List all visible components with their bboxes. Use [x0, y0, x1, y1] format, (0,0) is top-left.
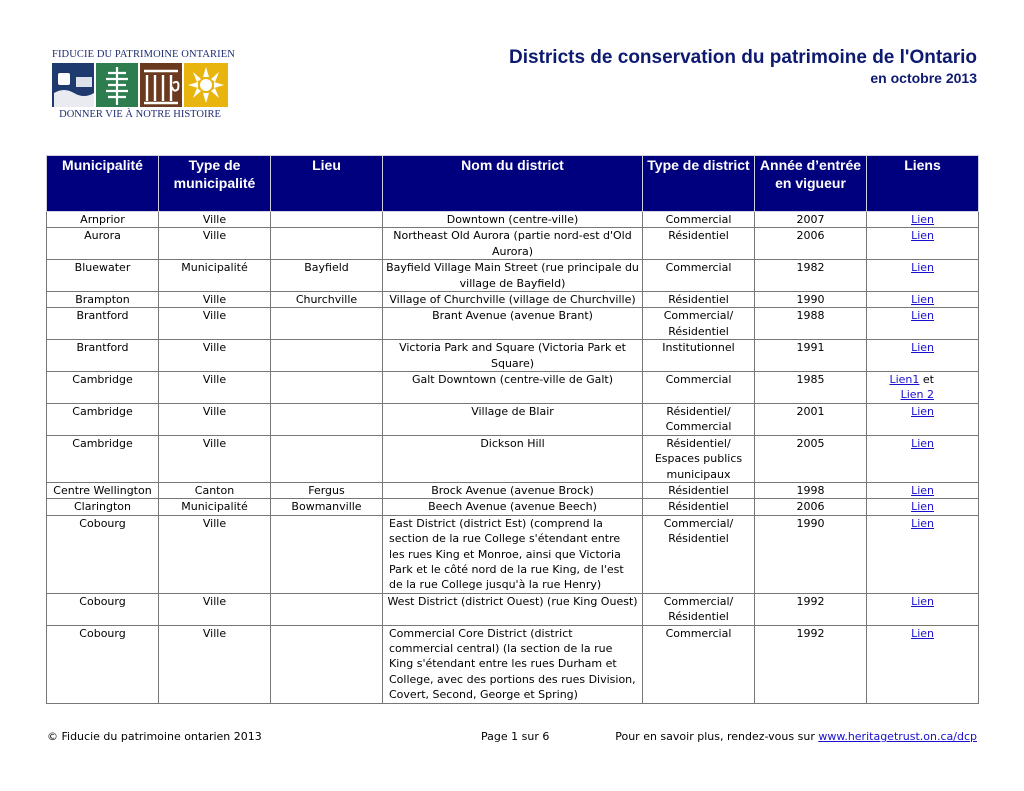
- cell-municipality-type: Ville: [159, 515, 271, 593]
- heritage-districts-table: [46, 155, 979, 704]
- cell-links: [867, 292, 979, 308]
- cell-municipality-type: Ville: [159, 228, 271, 260]
- cell-year: 2006: [755, 228, 867, 260]
- cell-year: 1990: [755, 515, 867, 593]
- cell-district-name: Village of Churchville (village de Churchville): [383, 292, 643, 308]
- cell-links: [867, 482, 979, 498]
- cell-year: 1992: [755, 625, 867, 703]
- header-place: Lieu: [271, 156, 383, 212]
- header-year: Année d’entrée en vigueur: [755, 156, 867, 212]
- organization-logo: [52, 49, 235, 120]
- table-row: [47, 515, 979, 593]
- cell-year: 1990: [755, 292, 867, 308]
- cell-place: [271, 212, 383, 228]
- table-row: [47, 212, 979, 228]
- cell-place: [271, 593, 383, 625]
- district-link[interactable]: Lien: [911, 594, 934, 608]
- district-link[interactable]: Lien: [911, 436, 934, 450]
- cell-district-name: Dickson Hill: [383, 435, 643, 482]
- table-body: [47, 212, 979, 704]
- cell-municipality: Arnprior: [47, 212, 159, 228]
- cell-place: Bayfield: [271, 260, 383, 292]
- cell-municipality-type: Ville: [159, 403, 271, 435]
- table-row: [47, 403, 979, 435]
- footer-page-number: Page 1 sur 6: [481, 730, 550, 743]
- cell-municipality: Cambridge: [47, 372, 159, 404]
- cell-municipality-type: Ville: [159, 212, 271, 228]
- logo-emblem-icon: [52, 63, 228, 107]
- district-link[interactable]: Lien: [911, 261, 934, 275]
- cell-place: [271, 625, 383, 703]
- cell-municipality: Cambridge: [47, 435, 159, 482]
- page-title-main: Districts de conservation du patrimoine de l'Ontario: [509, 47, 977, 68]
- table-row: [47, 260, 979, 292]
- cell-district-name: Beech Avenue (avenue Beech): [383, 499, 643, 515]
- header-district-name: Nom du district: [383, 156, 643, 212]
- cell-links: [867, 625, 979, 703]
- cell-district-type: Commercial: [643, 212, 755, 228]
- district-link[interactable]: Lien: [911, 213, 934, 226]
- cell-municipality: Bluewater: [47, 260, 159, 292]
- table-row: [47, 499, 979, 515]
- cell-links: [867, 372, 979, 404]
- cell-place: [271, 372, 383, 404]
- cell-district-name: Commercial Core District (district commercial central) (la section de la rue King s'étendant entre les rues Durham et College, avec des portions des rues Division, Covert, Second, George et Spring): [383, 625, 643, 703]
- cell-links: [867, 435, 979, 482]
- cell-district-name: Brock Avenue (avenue Brock): [383, 482, 643, 498]
- cell-place: [271, 515, 383, 593]
- cell-links: [867, 212, 979, 228]
- header-municipality-type: Type de municipalité: [159, 156, 271, 212]
- cell-district-name: Downtown (centre-ville): [383, 212, 643, 228]
- cell-district-type: Commercial/ Résidentiel: [643, 515, 755, 593]
- table-header-row: [47, 156, 979, 212]
- district-link[interactable]: Lien: [911, 341, 934, 355]
- table-row: [47, 340, 979, 372]
- cell-district-type: Institutionnel: [643, 340, 755, 372]
- cell-district-type: Résidentiel/ Commercial: [643, 403, 755, 435]
- header-links: Liens: [867, 156, 979, 212]
- table-row: [47, 228, 979, 260]
- logo-tagline: DONNER VIE À NOTRE HISTOIRE: [59, 109, 221, 120]
- table-row: [47, 482, 979, 498]
- cell-municipality: Aurora: [47, 228, 159, 260]
- cell-district-name: West District (district Ouest) (rue King Ouest): [383, 593, 643, 625]
- cell-year: 1992: [755, 593, 867, 625]
- cell-district-name: Bayfield Village Main Street (rue principale du village de Bayfield): [383, 260, 643, 292]
- district-link[interactable]: Lien: [911, 483, 934, 497]
- cell-district-name: East District (district Est) (comprend la section de la rue College s'étendant entre les rues King et Monroe, ainsi que Victoria Park et le côté nord de la rue King, de l'est de la rue College jusqu'à la rue Henry): [383, 515, 643, 593]
- cell-district-name: Northeast Old Aurora (partie nord-est d'Old Aurora): [383, 228, 643, 260]
- cell-links: [867, 403, 979, 435]
- footer-more-info-text: Pour en savoir plus, rendez-vous sur: [615, 730, 819, 743]
- district-link[interactable]: Lien 2: [900, 388, 934, 402]
- cell-municipality: Centre Wellington: [47, 482, 159, 498]
- cell-municipality: Brantford: [47, 340, 159, 372]
- cell-place: [271, 340, 383, 372]
- table-row: [47, 292, 979, 308]
- cell-year: 1991: [755, 340, 867, 372]
- cell-district-type: Résidentiel: [643, 228, 755, 260]
- cell-place: [271, 228, 383, 260]
- cell-district-name: Galt Downtown (centre-ville de Galt): [383, 372, 643, 404]
- cell-district-type: Commercial: [643, 625, 755, 703]
- table-row: [47, 593, 979, 625]
- cell-links: [867, 593, 979, 625]
- cell-municipality: Cobourg: [47, 593, 159, 625]
- district-link[interactable]: Lien: [911, 500, 934, 514]
- table-row: [47, 625, 979, 703]
- cell-district-type: Résidentiel: [643, 482, 755, 498]
- cell-year: 2001: [755, 403, 867, 435]
- footer-website-link[interactable]: www.heritagetrust.on.ca/dcp: [818, 730, 977, 743]
- cell-year: 2007: [755, 212, 867, 228]
- district-link[interactable]: Lien: [911, 293, 934, 307]
- table-row: [47, 372, 979, 404]
- district-link[interactable]: Lien: [911, 229, 934, 243]
- cell-municipality-type: Canton: [159, 482, 271, 498]
- cell-district-name: Brant Avenue (avenue Brant): [383, 308, 643, 340]
- district-link[interactable]: Lien1: [889, 373, 920, 387]
- cell-municipality-type: Ville: [159, 593, 271, 625]
- cell-links: [867, 340, 979, 372]
- cell-district-name: Victoria Park and Square (Victoria Park et Square): [383, 340, 643, 372]
- footer-more-info: [615, 730, 977, 743]
- cell-links: [867, 515, 979, 593]
- header-district-type: Type de district: [643, 156, 755, 212]
- cell-year: 2005: [755, 435, 867, 482]
- header-municipality: Municipalité: [47, 156, 159, 212]
- cell-year: 1988: [755, 308, 867, 340]
- cell-municipality-type: Ville: [159, 308, 271, 340]
- cell-place: [271, 403, 383, 435]
- cell-district-type: Résidentiel: [643, 499, 755, 515]
- table-row: [47, 308, 979, 340]
- cell-municipality-type: Ville: [159, 435, 271, 482]
- footer-copyright: © Fiducie du patrimoine ontarien 2013: [47, 730, 262, 743]
- cell-place: Fergus: [271, 482, 383, 498]
- cell-municipality: Cambridge: [47, 403, 159, 435]
- cell-municipality: Brampton: [47, 292, 159, 308]
- page-title-date: en octobre 2013: [870, 70, 977, 86]
- logo-org-name: FIDUCIE DU PATRIMOINE ONTARIEN: [52, 49, 235, 60]
- cell-municipality: Brantford: [47, 308, 159, 340]
- cell-place: Bowmanville: [271, 499, 383, 515]
- cell-year: 2006: [755, 499, 867, 515]
- cell-place: [271, 435, 383, 482]
- cell-year: 1982: [755, 260, 867, 292]
- links-separator: et: [922, 373, 934, 387]
- cell-district-type: Résidentiel: [643, 292, 755, 308]
- cell-links: [867, 228, 979, 260]
- cell-municipality-type: Ville: [159, 340, 271, 372]
- district-link[interactable]: Lien: [911, 309, 934, 323]
- cell-links: [867, 308, 979, 340]
- cell-year: 1998: [755, 482, 867, 498]
- district-link[interactable]: Lien: [911, 516, 934, 530]
- cell-district-type: Commercial/ Résidentiel: [643, 308, 755, 340]
- cell-municipality-type: Ville: [159, 372, 271, 404]
- cell-year: 1985: [755, 372, 867, 404]
- cell-municipality-type: Ville: [159, 292, 271, 308]
- cell-municipality: Clarington: [47, 499, 159, 515]
- cell-district-type: Résidentiel/ Espaces publics municipaux: [643, 435, 755, 482]
- cell-place: Churchville: [271, 292, 383, 308]
- district-link[interactable]: Lien: [911, 626, 934, 640]
- cell-municipality: Cobourg: [47, 515, 159, 593]
- cell-district-type: Commercial: [643, 260, 755, 292]
- cell-district-type: Commercial: [643, 372, 755, 404]
- cell-district-type: Commercial/ Résidentiel: [643, 593, 755, 625]
- district-link[interactable]: Lien: [911, 404, 934, 418]
- cell-municipality: Cobourg: [47, 625, 159, 703]
- page-footer: [47, 730, 977, 746]
- cell-district-name: Village de Blair: [383, 403, 643, 435]
- cell-links: [867, 499, 979, 515]
- cell-municipality-type: Municipalité: [159, 260, 271, 292]
- cell-place: [271, 308, 383, 340]
- cell-links: [867, 260, 979, 292]
- cell-municipality-type: Ville: [159, 625, 271, 703]
- page-title: [509, 47, 977, 87]
- cell-municipality-type: Municipalité: [159, 499, 271, 515]
- table-row: [47, 435, 979, 482]
